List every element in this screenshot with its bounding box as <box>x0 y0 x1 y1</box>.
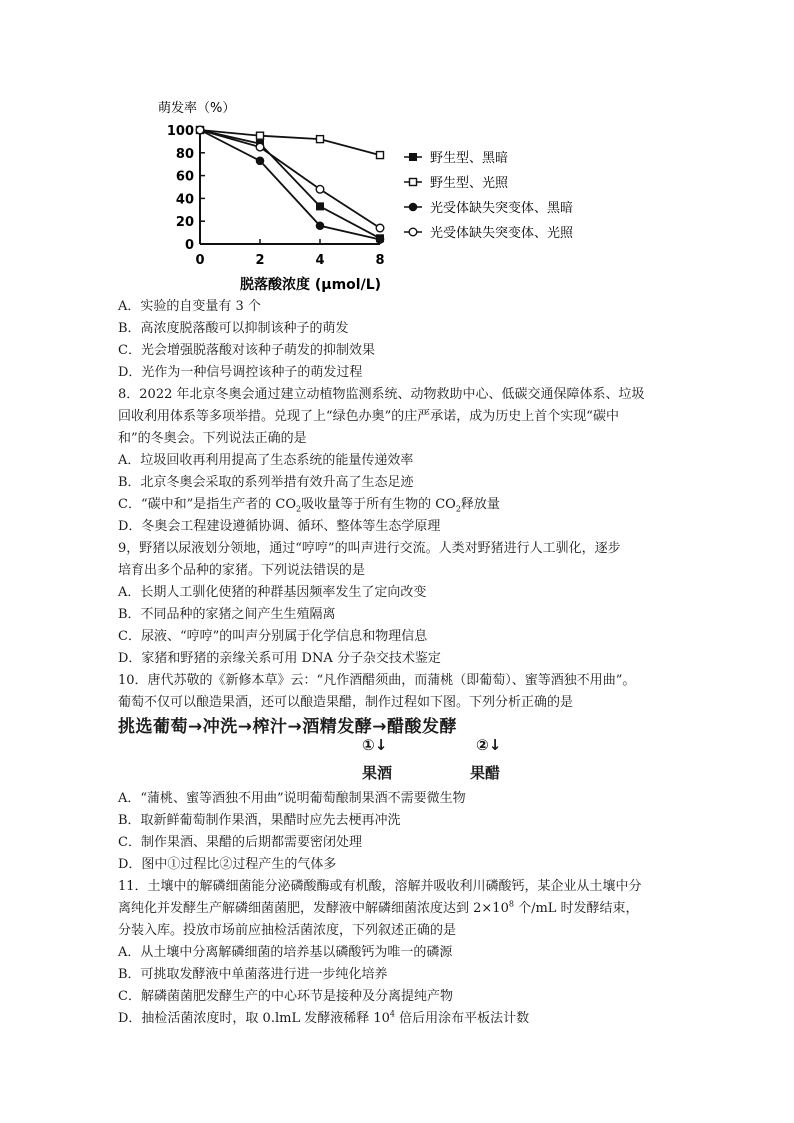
q8-option-c <box>118 496 500 514</box>
x-tick-label: 4 <box>315 253 325 268</box>
y-tick-label: 20 <box>175 215 194 231</box>
q9-option-c: C．尿液、“哼哼”的叫声分别属于化学信息和物理信息 <box>118 629 428 644</box>
data-point <box>196 126 204 134</box>
series-line-0 <box>200 130 380 238</box>
data-point <box>256 157 264 165</box>
q8-option-c-part2: 吸收量等于所有生物的 CO <box>301 497 456 512</box>
q11-option-b: B．可挑取发酵液中单菌落进行进一步纯化培养 <box>118 967 388 982</box>
legend-marker <box>409 228 417 236</box>
flow-product-wine: 果酒 <box>362 764 393 782</box>
fermentation-flow-diagram <box>118 712 558 787</box>
legend-label: 光受体缺失突变体、光照 <box>430 226 574 241</box>
flow-steps: 挑选葡萄→冲洗→榨汁→酒精发酵→醋酸发酵 <box>118 717 457 737</box>
flow-step-2: ②↓ <box>476 736 502 754</box>
q11-stem-1: 11．土壤中的解磷细菌能分泌磷酸酶或有机酸，溶解并吸收利川磷酸钙，某企业从土壤中分 <box>118 879 642 894</box>
q8-stem-3: 和”的冬奥会。下列说法正确的是 <box>118 431 307 446</box>
q11-option-d-part2: 倍后用涂布平板法计数 <box>394 1011 530 1026</box>
y-tick-label: 60 <box>175 169 194 185</box>
data-point <box>256 143 264 151</box>
q10-option-c: C．制作果酒、果醋的后期都需要密闭处理 <box>118 835 362 850</box>
y-tick-label: 40 <box>175 192 194 208</box>
q11-stem-2-part1: 离纯化并发酵生产解磷细菌菌肥，发酵液中解磷细菌浓度达到 2×10 <box>118 901 509 916</box>
q9-stem-2: 培育出多个品种的家猪。下列说法错误的是 <box>118 563 366 578</box>
legend-label: 野生型、黑暗 <box>430 151 509 166</box>
data-point <box>257 132 264 139</box>
x-tick-label: 2 <box>255 253 265 268</box>
x-tick-label: 0 <box>195 253 205 268</box>
q11-option-a: A．从土壤中分离解磷细菌的培养基以磷酸钙为唯一的磷源 <box>118 945 453 960</box>
q10-stem-1: 10．唐代苏敬的《新修本草》云：“凡作酒醋须曲，而蒲桃（即葡萄）、蜜等酒独不用曲”。 <box>118 673 636 688</box>
q9-option-b: B．不同品种的家猪之间产生生殖隔离 <box>118 607 336 622</box>
q8-stem-1: 8．2022 年北京冬奥会通过建立动植物监测系统、动物救助中心、低碳交通保障体系、垃圾 <box>118 387 645 402</box>
legend-marker <box>409 203 417 211</box>
q8-option-d: D．冬奥会工程建设遵循协调、循环、整体等生态学原理 <box>118 519 441 534</box>
co2-subscript: 2 <box>455 504 461 514</box>
q7-option-b: B．高浓度脱落酸可以抑制该种子的萌发 <box>118 321 349 336</box>
q11-option-d <box>118 1010 529 1028</box>
q7-option-c: C．光会增强脱落酸对该种子萌发的抑制效果 <box>118 343 375 358</box>
data-point <box>376 236 384 244</box>
q7-option-a: A．实验的自变量有 3 个 <box>118 299 261 314</box>
exponent: 4 <box>389 1009 395 1019</box>
y-tick-label: 100 <box>166 124 194 139</box>
data-point <box>376 224 384 232</box>
q8-option-a: A．垃圾回收再利用提高了生态系统的能量传递效率 <box>118 453 414 468</box>
chart-legend <box>404 150 574 241</box>
series-line-1 <box>200 130 380 155</box>
q11-option-c: C．解磷菌菌肥发酵生产的中心环节是接种及分离提纯产物 <box>118 989 453 1004</box>
flow-product-vinegar: 果醋 <box>470 764 501 782</box>
exponent: 8 <box>508 899 514 909</box>
q9-option-d: D．家猪和野猪的亲缘关系可用 DNA 分子杂交技术鉴定 <box>118 651 441 666</box>
data-point <box>317 203 324 210</box>
germination-chart <box>110 92 630 297</box>
q7-option-d: D．光作为一种信号调控该种子的萌发过程 <box>118 365 363 380</box>
data-point <box>316 222 324 230</box>
q8-option-c-part1: C．“碳中和”是指生产者的 CO <box>118 497 296 512</box>
q8-option-c-part3: 释放量 <box>460 497 500 512</box>
q9-option-a: A．长期人工驯化使猪的种群基因频率发生了定向改变 <box>118 585 427 600</box>
y-axis-label: 萌发率（%） <box>158 101 236 116</box>
q10-stem-2: 葡萄不仅可以酿造果酒，还可以酿造果醋，制作过程如下图。下列分析正确的是 <box>118 695 574 710</box>
q8-option-b: B．北京冬奥会采取的系列举措有效升高了生态足迹 <box>118 475 414 490</box>
data-point <box>317 136 324 143</box>
series-lines <box>200 130 380 239</box>
co2-subscript: 2 <box>295 504 302 514</box>
legend-label: 光受体缺失突变体、黑暗 <box>430 201 574 216</box>
legend-label: 野生型、光照 <box>430 176 509 191</box>
q11-option-d-part1: D．抽检活菌浓度时，取 0.lmL 发酵液稀释 10 <box>118 1011 390 1026</box>
y-tick-label: 80 <box>175 146 194 162</box>
x-axis-label: 脱落酸浓度 (μmol/L) <box>240 277 382 293</box>
legend-marker <box>410 154 417 161</box>
x-tick-label: 8 <box>375 253 385 268</box>
y-tick-label: 0 <box>184 238 194 253</box>
q10-option-a: A．“蒲桃、蜜等酒独不用曲”说明葡萄酿制果酒不需要微生物 <box>118 791 466 806</box>
q11-stem-3: 分装入库。投放市场前应抽检活菌浓度，下列叙述正确的是 <box>118 923 457 938</box>
q11-stem-2-part2: 个/mL 时发酵结束， <box>513 901 639 916</box>
q10-option-d: D．图中①过程比②过程产生的气体多 <box>118 857 337 872</box>
flow-step-1: ①↓ <box>362 736 388 754</box>
data-point <box>377 152 384 159</box>
q9-stem-1: 9，野猪以尿液划分领地，通过“哼哼”的叫声进行交流。人类对野猪进行人工驯化，逐步 <box>118 541 621 556</box>
data-point <box>316 185 324 193</box>
q10-option-b: B．取新鲜葡萄制作果酒，果醋时应先去梗再冲洗 <box>118 813 401 828</box>
q8-stem-2: 回收利用体系等多项举措。兑现了上“绿色办奥”的庄严承诺，成为历史上首个实现“碳中 <box>118 409 619 424</box>
q11-stem-2 <box>118 900 639 918</box>
legend-marker <box>410 179 417 186</box>
